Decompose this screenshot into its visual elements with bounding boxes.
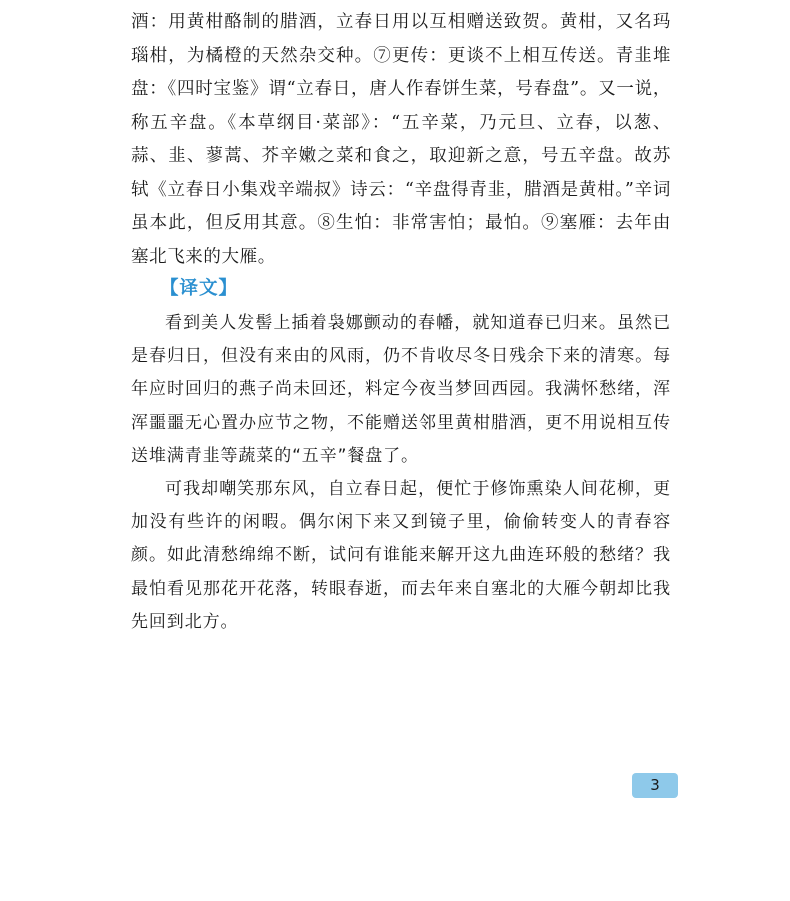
annotation-notes bbox=[131, 6, 671, 274]
notes-paragraph: 酒：用黄柑酪制的腊酒，立春日用以互相赠送致贺。黄柑，又名玛瑙柑，为橘橙的天然杂交种。⑦更传：更谈不上相互传送。青韭堆盘：《四时宝鉴》谓“立春日，唐人作春饼生菜，号春盘”。又一说，称五辛盘。《本草纲目·菜部》：“五辛菜，乃元旦、立春，以葱、蒜、韭、蓼蒿、芥辛嫩之菜和食之，取迎新之意，号五辛盘。故苏轼《立春日小集戏辛端叔》诗云：“辛盘得青韭，腊酒是黄柑。”辛词虽本此，但反用其意。⑧生怕：非常害怕；最怕。⑨塞雁：去年由塞北飞来的大雁。 bbox=[131, 12, 671, 267]
translation-body bbox=[131, 307, 671, 639]
translation-paragraph-1: 看到美人发髻上插着袅娜颤动的春幡，就知道春已归来。虽然已是春归日，但没有来由的风雨，仍不肯收尽冬日残余下来的清寒。每年应时回归的燕子尚未回还，料定今夜当梦回西园。我满怀愁绪，浑浑噩噩无心置办应节之物，不能赠送邻里黄柑腊酒，更不用说相互传送堆满青韭等蔬菜的“五辛”餐盘了。 bbox=[131, 313, 671, 466]
page-number-badge: 3 bbox=[632, 773, 678, 798]
translation-heading: 【译文】 bbox=[160, 278, 239, 299]
translation-paragraph-2: 可我却嘲笑那东风，自立春日起，便忙于修饰熏染人间花柳，更加没有些许的闲暇。偶尔闲下来又到镜子里，偷偷转变人的青春容颜。如此清愁绵绵不断，试问有谁能来解开这九曲连环般的愁绪？我最怕看见那花开花落，转眼春逝，而去年来自塞北的大雁今朝却比我先回到北方。 bbox=[131, 479, 671, 632]
